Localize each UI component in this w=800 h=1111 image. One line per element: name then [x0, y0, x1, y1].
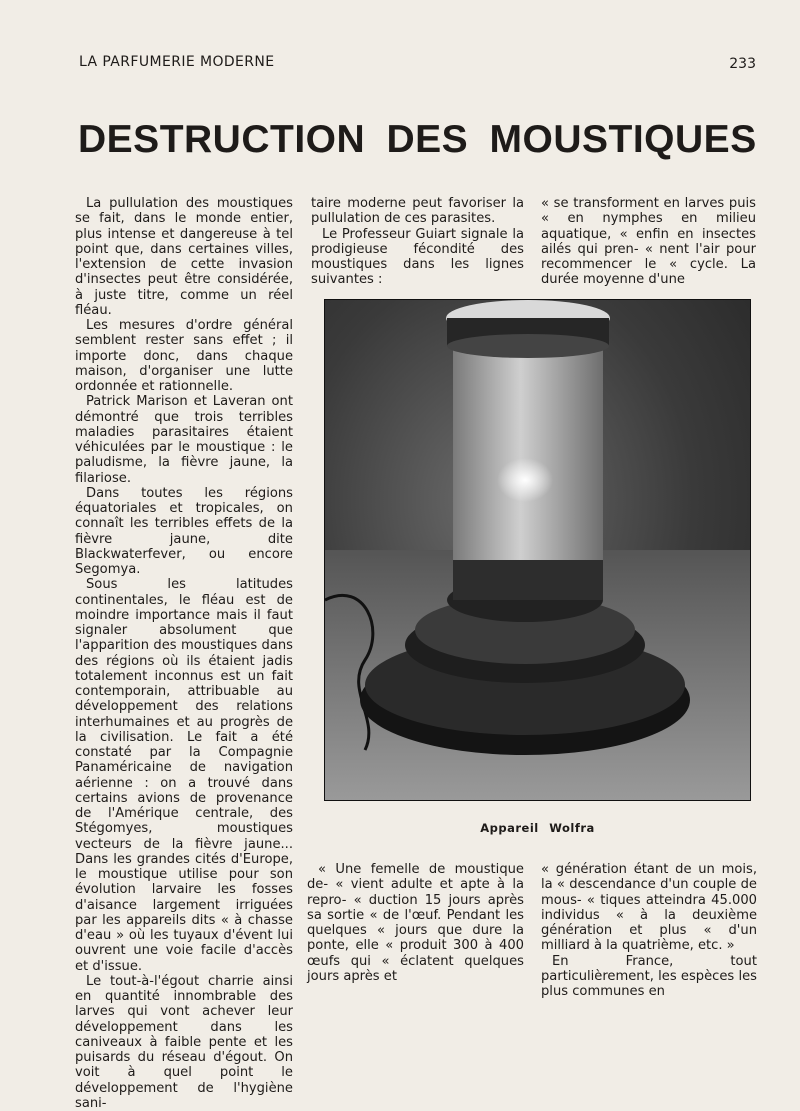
paragraph: Les mesures d'ordre général semblent rester sans effet ; il importe donc, dans chaque maison, d'organiser une lutte ordonnée et rationnelle.: [75, 318, 293, 394]
column-3-bottom: [541, 862, 757, 999]
column-2-bottom: [307, 862, 524, 984]
paragraph: La pullulation des moustiques se fait, dans le monde entier, plus intense et dangereuse à tel point que, dans certaines villes, l'extension de cette invasion d'insectes peut être considérée, à juste titre, comme un réel fléau.: [75, 196, 293, 318]
paragraph: En France, tout particulièrement, les espèces les plus communes en: [541, 953, 757, 999]
device-photo: [324, 299, 751, 801]
paragraph: taire moderne peut favoriser la pullulation de ces parasites.: [311, 196, 524, 227]
paragraph: « génération étant de un mois, la « descendance d'un couple de mous- « tiques atteindra 45.000 individus « à la deuxième génération et plus « d'un milliard à la quatrième, etc. »: [541, 862, 757, 954]
paragraph: Patrick Marison et Laveran ont démontré que trois terribles maladies parasitaires étaient véhiculées par le moustique : le paludisme, la fièvre jaune, la filariose.: [75, 394, 293, 486]
page-number: 233: [729, 56, 756, 72]
paragraph: Le tout-à-l'égout charrie ainsi en quantité innombrable des larves qui vont achever leur développement dans les caniveaux à faible pente et les puisards du réseau d'égout. On voit à quel point le développement de l'hygiène sani-: [75, 973, 293, 1111]
column-2-top: [311, 196, 524, 288]
figure-caption: Appareil Wolfra: [480, 821, 595, 835]
paragraph: « Une femelle de moustique de- « vient adulte et apte à la repro- « duction 15 jours après sa sortie « de l'œuf. Pendant les quelques « jours que dure la ponte, elle « produit 300 à 400 œufs qui « éclatent quelques jours après et: [307, 862, 524, 984]
paragraph: « se transforment en larves puis « en nymphes en milieu aquatique, « enfin en insectes ailés qui pren- « nent l'air pour recommencer le « cycle. La durée moyenne d'une: [541, 196, 756, 288]
paragraph: Sous les latitudes continentales, le fléau est de moindre importance mais il faut signaler absolument que l'apparition des moustiques dans des régions où ils étaient jadis totalement inconnus est un fait contemporain, attribuable au développement des relations interhumaines et au progrès de la civilisation. Le fait a été constaté par la Compagnie Panaméricaine de navigation aérienne : on a trouvé dans certains avions de provenance de l'Amérique centrale, des Stégomyes, moustiques vecteurs de la fièvre jaune... Dans les grandes cités d'Europe, le moustique utilise pour son évolution larvaire les fosses d'aisance largement irriguées par les appareils dits « à chasse d'eau » où les tuyaux d'évent lui ouvrent une voie facile d'accès et d'issue.: [75, 577, 293, 974]
paragraph: Le Professeur Guiart signale la prodigieuse fécondité des moustiques dans les lignes suivantes :: [311, 226, 524, 288]
column-1: [75, 196, 293, 1111]
running-header: LA PARFUMERIE MODERNE: [79, 54, 275, 70]
lamp-illustration: [325, 300, 751, 801]
article-title: DESTRUCTION DES MOUSTIQUES: [78, 118, 757, 161]
paragraph: Dans toutes les régions équatoriales et tropicales, on connaît les terribles effets de la fièvre jaune, dite Blackwaterfever, ou encore Segomya.: [75, 485, 293, 577]
column-3-top: [541, 196, 756, 288]
